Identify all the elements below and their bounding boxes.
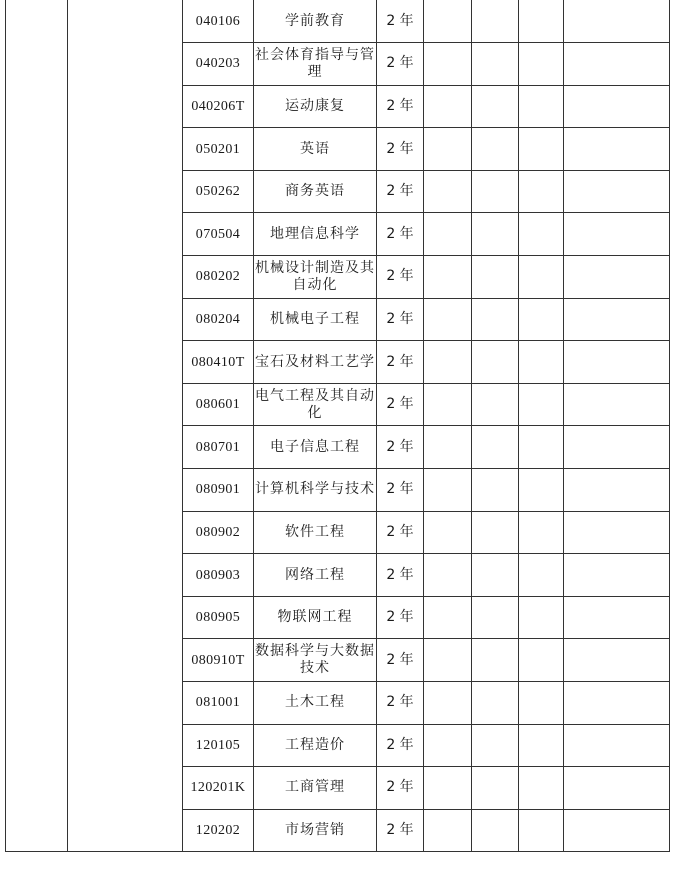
duration-cell: 2 年: [377, 383, 424, 426]
major-name-cell: 工程造价: [254, 724, 377, 767]
empty-cell: [472, 43, 519, 86]
empty-cell: [424, 469, 472, 512]
empty-cell: [424, 256, 472, 299]
major-name-cell: 电子信息工程: [254, 426, 377, 469]
major-name-cell: 运动康复: [254, 85, 377, 128]
empty-cell: [519, 639, 564, 682]
major-name-cell: 地理信息科学: [254, 213, 377, 256]
major-name-cell: 机械设计制造及其自动化: [254, 256, 377, 299]
empty-cell: [472, 809, 519, 852]
duration-cell: 2 年: [377, 341, 424, 384]
empty-cell: [564, 724, 670, 767]
empty-cell: [519, 170, 564, 213]
empty-cell: [519, 298, 564, 341]
empty-cell: [472, 469, 519, 512]
empty-cell: [424, 383, 472, 426]
duration-cell: 2 年: [377, 298, 424, 341]
empty-cell: [519, 724, 564, 767]
duration-cell: 2 年: [377, 469, 424, 512]
duration-cell: 2 年: [377, 170, 424, 213]
duration-cell: 2 年: [377, 426, 424, 469]
empty-cell: [424, 43, 472, 86]
empty-cell: [564, 85, 670, 128]
major-name-cell: 数据科学与大数据技术: [254, 639, 377, 682]
empty-cell: [564, 43, 670, 86]
empty-cell: [472, 682, 519, 725]
empty-cell: [424, 341, 472, 384]
major-name-cell: 网络工程: [254, 554, 377, 597]
empty-cell: [519, 554, 564, 597]
major-code-cell: 050201: [183, 128, 254, 171]
major-name-cell: 商务英语: [254, 170, 377, 213]
empty-cell: [564, 383, 670, 426]
empty-cell: [564, 0, 670, 43]
major-name-cell: 计算机科学与技术: [254, 469, 377, 512]
empty-cell: [424, 85, 472, 128]
empty-cell: [424, 426, 472, 469]
major-code-cell: 080204: [183, 298, 254, 341]
major-code-cell: 080901: [183, 469, 254, 512]
empty-cell: [424, 639, 472, 682]
empty-cell: [472, 639, 519, 682]
empty-cell: [519, 511, 564, 554]
empty-cell: [519, 596, 564, 639]
empty-cell: [564, 256, 670, 299]
major-name-cell: 宝石及材料工艺学: [254, 341, 377, 384]
duration-cell: 2 年: [377, 511, 424, 554]
major-code-cell: 040203: [183, 43, 254, 86]
empty-cell: [519, 213, 564, 256]
major-code-cell: 120201K: [183, 767, 254, 810]
empty-cell: [519, 0, 564, 43]
empty-cell: [424, 767, 472, 810]
empty-cell: [472, 256, 519, 299]
empty-cell: [472, 213, 519, 256]
duration-cell: 2 年: [377, 809, 424, 852]
empty-cell: [424, 511, 472, 554]
major-name-cell: 英语: [254, 128, 377, 171]
duration-cell: 2 年: [377, 0, 424, 43]
major-name-cell: 电气工程及其自动化: [254, 383, 377, 426]
duration-cell: 2 年: [377, 639, 424, 682]
major-code-cell: 040206T: [183, 85, 254, 128]
empty-cell: [519, 682, 564, 725]
duration-cell: 2 年: [377, 682, 424, 725]
empty-cell: [564, 213, 670, 256]
major-code-cell: 080902: [183, 511, 254, 554]
empty-cell: [424, 298, 472, 341]
empty-cell: [424, 128, 472, 171]
empty-cell: [424, 682, 472, 725]
empty-cell: [424, 170, 472, 213]
empty-cell: [424, 596, 472, 639]
duration-cell: 2 年: [377, 213, 424, 256]
empty-cell: [472, 554, 519, 597]
major-code-cell: 070504: [183, 213, 254, 256]
major-name-cell: 土木工程: [254, 682, 377, 725]
empty-cell: [564, 469, 670, 512]
empty-cell: [564, 511, 670, 554]
empty-cell: [519, 256, 564, 299]
duration-cell: 2 年: [377, 256, 424, 299]
majors-table-body: [6, 0, 670, 852]
empty-cell: [564, 639, 670, 682]
empty-cell: [519, 128, 564, 171]
empty-cell: [424, 809, 472, 852]
major-code-cell: 050262: [183, 170, 254, 213]
empty-cell: [424, 0, 472, 43]
empty-cell: [519, 809, 564, 852]
empty-cell: [564, 128, 670, 171]
major-code-cell: 120202: [183, 809, 254, 852]
empty-cell: [472, 724, 519, 767]
empty-cell: [519, 426, 564, 469]
empty-cell: [564, 426, 670, 469]
empty-cell: [472, 341, 519, 384]
major-code-cell: 120105: [183, 724, 254, 767]
major-name-cell: 工商管理: [254, 767, 377, 810]
major-code-cell: 080910T: [183, 639, 254, 682]
major-name-cell: 社会体育指导与管理: [254, 43, 377, 86]
empty-cell: [564, 554, 670, 597]
duration-cell: 2 年: [377, 554, 424, 597]
major-name-cell: 软件工程: [254, 511, 377, 554]
empty-cell: [472, 85, 519, 128]
major-code-cell: 080903: [183, 554, 254, 597]
major-code-cell: 080410T: [183, 341, 254, 384]
empty-cell: [424, 554, 472, 597]
empty-cell: [472, 298, 519, 341]
empty-cell: [564, 298, 670, 341]
major-code-cell: 081001: [183, 682, 254, 725]
empty-cell: [564, 809, 670, 852]
major-code-cell: 080701: [183, 426, 254, 469]
major-code-cell: 080601: [183, 383, 254, 426]
empty-cell: [472, 170, 519, 213]
empty-cell: [519, 85, 564, 128]
major-name-cell: 市场营销: [254, 809, 377, 852]
empty-cell: [519, 43, 564, 86]
major-name-cell: 学前教育: [254, 0, 377, 43]
empty-cell: [472, 426, 519, 469]
duration-cell: 2 年: [377, 85, 424, 128]
empty-cell: [519, 767, 564, 810]
major-name-cell: 机械电子工程: [254, 298, 377, 341]
duration-cell: 2 年: [377, 767, 424, 810]
empty-cell: [564, 170, 670, 213]
major-name-cell: 物联网工程: [254, 596, 377, 639]
empty-cell: [519, 469, 564, 512]
major-code-cell: 080905: [183, 596, 254, 639]
duration-cell: 2 年: [377, 43, 424, 86]
empty-cell: [519, 341, 564, 384]
duration-cell: 2 年: [377, 724, 424, 767]
major-code-cell: 040106: [183, 0, 254, 43]
merged-left-cell: [6, 0, 68, 852]
majors-table: [5, 0, 670, 852]
duration-cell: 2 年: [377, 596, 424, 639]
empty-cell: [424, 724, 472, 767]
empty-cell: [472, 383, 519, 426]
major-code-cell: 080202: [183, 256, 254, 299]
empty-cell: [564, 682, 670, 725]
empty-cell: [564, 596, 670, 639]
empty-cell: [564, 341, 670, 384]
empty-cell: [472, 0, 519, 43]
duration-cell: 2 年: [377, 128, 424, 171]
table-row: [6, 0, 670, 43]
empty-cell: [519, 383, 564, 426]
empty-cell: [472, 128, 519, 171]
merged-category-cell: [68, 0, 183, 852]
empty-cell: [472, 596, 519, 639]
empty-cell: [424, 213, 472, 256]
empty-cell: [472, 511, 519, 554]
empty-cell: [472, 767, 519, 810]
empty-cell: [564, 767, 670, 810]
